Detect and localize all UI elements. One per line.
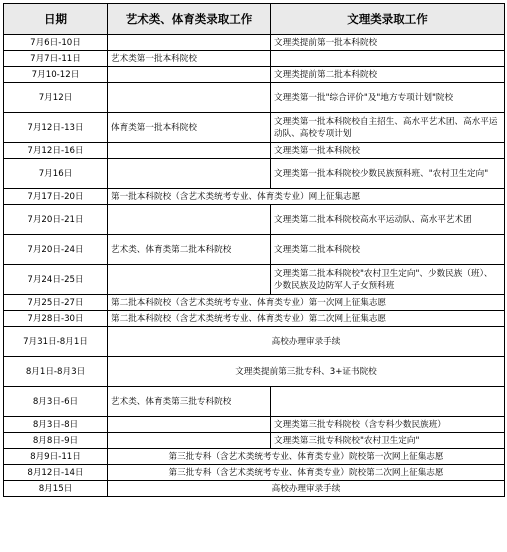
date-cell: 8月3日-6日 [4, 387, 108, 417]
date-cell: 8月15日 [4, 481, 108, 497]
merged-cell: 高校办理审录手续 [108, 481, 505, 497]
table-row [4, 265, 505, 295]
liberal-science-cell: 文理类第一批本科院校少数民族预科班、"农村卫生定向" [271, 159, 505, 189]
art-sports-cell [108, 265, 271, 295]
art-sports-cell: 艺术类、体育类第二批本科院校 [108, 235, 271, 265]
date-cell: 7月10-12日 [4, 67, 108, 83]
liberal-science-cell: 文理类第一批本科院校自主招生、高水平艺术团、高水平运动队、高校专项计划 [271, 113, 505, 143]
date-cell: 7月20日-21日 [4, 205, 108, 235]
art-sports-cell: 艺术类、体育类第三批专科院校 [108, 387, 271, 417]
merged-cell: 第三批专科（含艺术类统考专业、体育类专业）院校第二次网上征集志愿 [108, 465, 505, 481]
liberal-science-cell [271, 387, 505, 417]
liberal-science-cell: 文理类第一批本科院校 [271, 143, 505, 159]
header-date: 日期 [4, 4, 108, 35]
date-cell: 7月12日 [4, 83, 108, 113]
table-row [4, 433, 505, 449]
merged-cell: 文理类提前第三批专科、3+证书院校 [108, 357, 505, 387]
liberal-science-cell: 文理类第二批本科院校高水平运动队、高水平艺术团 [271, 205, 505, 235]
liberal-science-cell: 文理类第三批专科院校"农村卫生定向" [271, 433, 505, 449]
art-sports-cell [108, 205, 271, 235]
merged-cell: 第二批本科院校（含艺术类统考专业、体育类专业）第二次网上征集志愿 [108, 311, 505, 327]
art-sports-cell [108, 159, 271, 189]
table-row [4, 51, 505, 67]
header-row [4, 4, 505, 35]
date-cell: 7月25日-27日 [4, 295, 108, 311]
liberal-science-cell: 文理类提前第一批本科院校 [271, 35, 505, 51]
table-row [4, 417, 505, 433]
date-cell: 7月28日-30日 [4, 311, 108, 327]
liberal-science-cell: 文理类第二批本科院校 [271, 235, 505, 265]
date-cell: 7月7日-11日 [4, 51, 108, 67]
date-cell: 8月3日-8日 [4, 417, 108, 433]
table-row [4, 311, 505, 327]
merged-cell: 第一批本科院校（含艺术类统考专业、体育类专业）网上征集志愿 [108, 189, 505, 205]
art-sports-cell [108, 35, 271, 51]
art-sports-cell [108, 433, 271, 449]
date-cell: 8月9日-11日 [4, 449, 108, 465]
table-row [4, 189, 505, 205]
table-row [4, 449, 505, 465]
date-cell: 7月20日-24日 [4, 235, 108, 265]
date-cell: 7月12日-16日 [4, 143, 108, 159]
table-row [4, 35, 505, 51]
art-sports-cell [108, 143, 271, 159]
table-row [4, 83, 505, 113]
date-cell: 7月17日-20日 [4, 189, 108, 205]
header-liberal-science: 文理类录取工作 [271, 4, 505, 35]
table-row [4, 205, 505, 235]
date-cell: 8月8日-9日 [4, 433, 108, 449]
table-row [4, 465, 505, 481]
date-cell: 7月24日-25日 [4, 265, 108, 295]
art-sports-cell [108, 83, 271, 113]
table-body [4, 35, 505, 497]
art-sports-cell: 体育类第一批本科院校 [108, 113, 271, 143]
table-row [4, 67, 505, 83]
liberal-science-cell: 文理类第三批专科院校（含专科少数民族班） [271, 417, 505, 433]
date-cell: 7月16日 [4, 159, 108, 189]
table-row [4, 143, 505, 159]
admission-schedule-table [3, 3, 505, 497]
header-art-sports: 艺术类、体育类录取工作 [108, 4, 271, 35]
merged-cell: 第二批本科院校（含艺术类统考专业、体育类专业）第一次网上征集志愿 [108, 295, 505, 311]
date-cell: 7月12日-13日 [4, 113, 108, 143]
merged-cell: 高校办理审录手续 [108, 327, 505, 357]
table-row [4, 235, 505, 265]
date-cell: 8月12日-14日 [4, 465, 108, 481]
date-cell: 7月6日-10日 [4, 35, 108, 51]
table-row [4, 387, 505, 417]
date-cell: 7月31日-8月1日 [4, 327, 108, 357]
art-sports-cell: 艺术类第一批本科院校 [108, 51, 271, 67]
liberal-science-cell [271, 51, 505, 67]
table-row [4, 327, 505, 357]
date-cell: 8月1日-8月3日 [4, 357, 108, 387]
liberal-science-cell: 文理类第二批本科院校"农村卫生定向"、少数民族（班）、少数民族及边防军人子女预科班 [271, 265, 505, 295]
table-row [4, 357, 505, 387]
table-row [4, 113, 505, 143]
table-row [4, 481, 505, 497]
liberal-science-cell: 文理类第一批"综合评价"及"地方专项计划"院校 [271, 83, 505, 113]
liberal-science-cell: 文理类提前第二批本科院校 [271, 67, 505, 83]
table-row [4, 295, 505, 311]
art-sports-cell [108, 417, 271, 433]
art-sports-cell [108, 67, 271, 83]
table-row [4, 159, 505, 189]
merged-cell: 第三批专科（含艺术类统考专业、体育类专业）院校第一次网上征集志愿 [108, 449, 505, 465]
